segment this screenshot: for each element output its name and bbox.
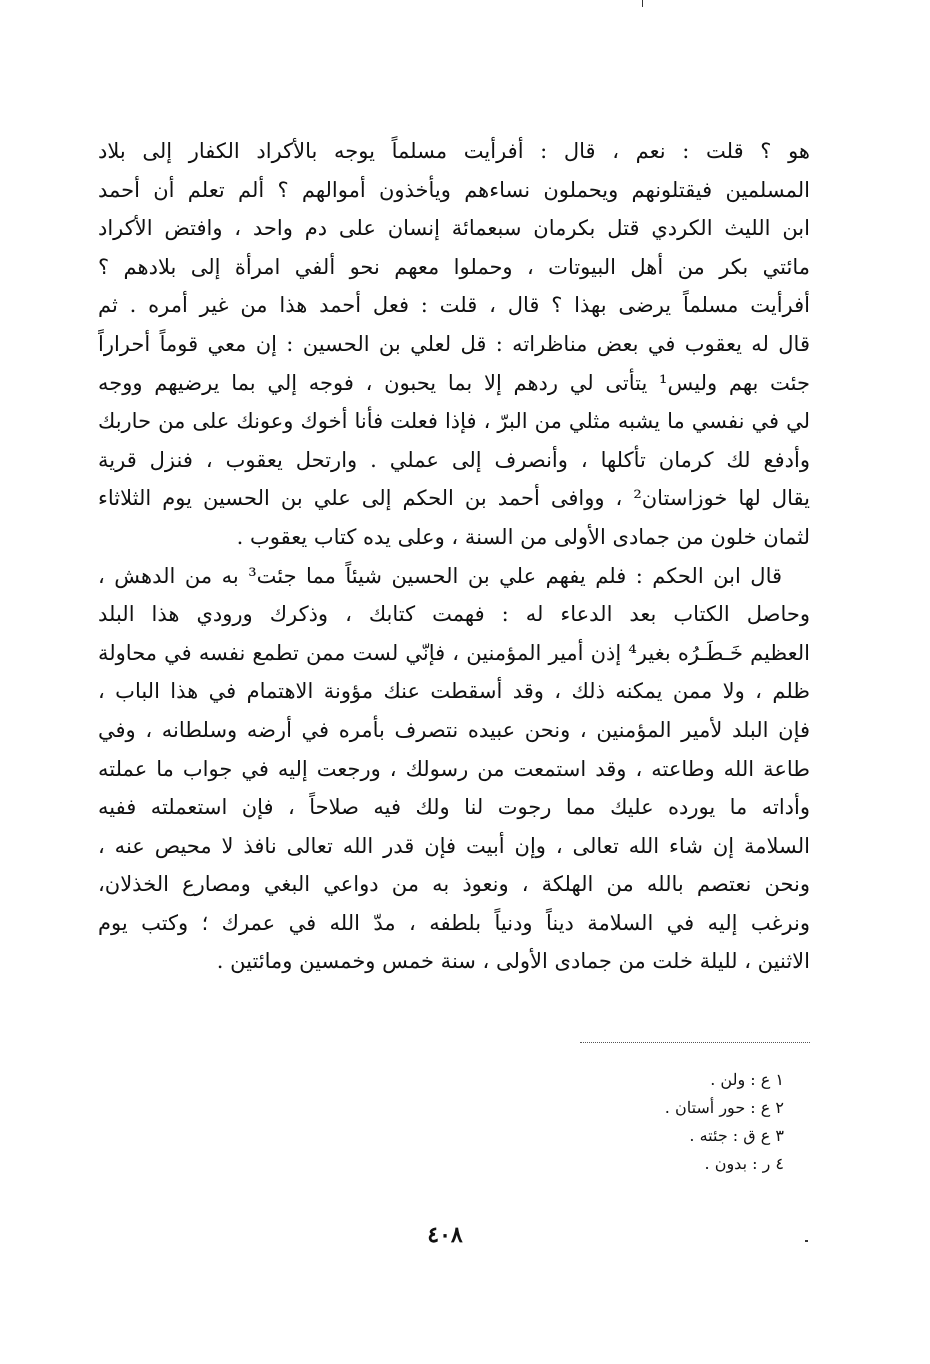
footnote: ٣ ع ق : جئته . <box>689 1126 784 1145</box>
text-line: قال له يعقوب في بعض مناظراته : قل لعلي بن الحسين : إن معي قوماً أحراراً <box>98 331 810 356</box>
text-line: وحاصل الكتاب بعد الدعاء له : فهمت كتابك ، وذكرك ورودي هذا البلد <box>98 602 810 627</box>
body-text <box>98 132 810 981</box>
text-line: ابن الليث الكردي قتل بكرمان سبعمائة إنسان على دم واحد ، وافتض الأكراد <box>98 216 810 241</box>
text-line: مائتي بكر من أهل البيوتات ، وحملوا معهم نحو ألفي امرأة إلى بلادهم ؟ <box>98 254 810 279</box>
text-line: هو ؟ قلت : نعم ، قال : أفرأيت مسلماً يوجه بالأكراد الكفار إلى بلاد <box>98 139 810 163</box>
text-line: وأداته ما يورده عليك مما رجوت لنا ولك فيه صلاحاً ، فإن استعملته ففيه <box>98 795 810 820</box>
footnote-divider <box>580 1042 810 1043</box>
text-line: أفرأيت مسلماً يرضى بهذا ؟ قال ، قلت : فعل أحمد هذا من غير أمره . ثم <box>98 293 810 318</box>
footnotes <box>520 1066 784 1178</box>
text-line: ظلم ، ولا ممن يمكنه ذلك ، وقد أسقطت عنك مؤونة الاهتمام في هذا الباب ، <box>98 679 810 704</box>
footnote: ١ ع : ولن . <box>710 1070 784 1089</box>
paragraph-start-line: قال ابن الحكم : فلم يفهم علي بن الحسين شيئاً مما جئت³ به من الدهش ، <box>98 563 783 588</box>
footnote: ٢ ع : حور أستان . <box>664 1098 784 1117</box>
text-line: لي في نفسي ما يشبه مثلي من البرّ ، فإذا فعلت فأنا أخوك وعونك على من حاربك <box>98 409 810 434</box>
text-line: فإن البلد لأمير المؤمنين ، ونحن عبيده نتصرف بأمره في أرضه وسلطانه ، وفي <box>98 717 810 742</box>
footnote: ٤ ر : بدون . <box>704 1154 784 1173</box>
text-line: ونرغب إليه في السلامة ديناً ودنياً بلطفه ، مدّ الله في عمرك ؛ وكتب يوم <box>98 910 810 935</box>
scan-speck <box>805 1240 808 1242</box>
text-line: يقال لها خوزاستان² ، ووافى أحمد بن الحكم إلى علي بن الحسين يوم الثلاثاء <box>98 486 810 511</box>
text-line: العظيم خَـطَـرُه بغير⁴ إذن أمير المؤمنين ، فإنّي لست ممن تطمع نفسه في محاولة <box>98 640 810 665</box>
scan-speck <box>642 0 643 7</box>
text-line: المسلمين فيقتلونهم ويحملون نساءهم ويأخذون أموالهم ؟ ألم تعلم أن أحمد <box>98 177 810 202</box>
page-number: ٤٠٨ <box>427 1222 463 1248</box>
paragraph-end-line: لثمان خلون من جمادى الأولى من السنة ، وعلى يده كتاب يعقوب . <box>236 524 810 549</box>
text-line: طاعة الله وطاعته ، وقد استمعت من رسولك ، ورجعت إليه في جواب ما عملته <box>98 756 810 781</box>
text-line: ونحن نعتصم بالله من الهلكة ، ونعوذ به من دواعي البغي ومصارع الخذلان، <box>98 872 810 897</box>
text-line: جئت بهم وليس¹ يتأتى لي ردهم إلا بما يحبون ، فوجه إلي بما يرضيهم ووجه <box>98 370 810 395</box>
text-line: وأدفع لك كرمان تأكلها ، وأنصرف إلى عملي . وارتحل يعقوب ، فنزل قرية <box>98 447 810 472</box>
text-line: السلامة إن شاء الله تعالى ، وإن أبيت فإن قدر الله تعالى نافذ لا محيص عنه ، <box>98 833 810 858</box>
paragraph-end-line: الاثنين ، لليلة خلت من جمادى الأولى ، سنة خمس وخمسين ومائتين . <box>216 949 810 974</box>
